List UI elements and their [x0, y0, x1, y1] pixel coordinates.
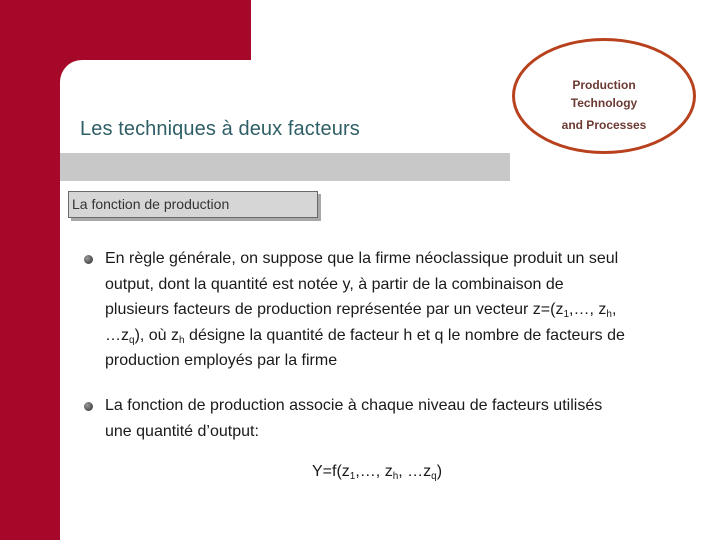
subheading-box: [68, 191, 318, 218]
bullet-icon: [84, 402, 93, 411]
text-run: ,…, z: [355, 463, 393, 480]
subscript: q: [129, 334, 135, 346]
logo-line-2: Technology: [570, 96, 638, 110]
subscript: h: [606, 309, 612, 320]
paragraph-line: [105, 297, 705, 323]
paragraph-line: [105, 323, 705, 349]
subheading: La fonction de production: [72, 196, 230, 212]
paragraph-line: En règle générale, on suppose que la firme néoclassique produit un seul: [105, 250, 619, 267]
subscript: h: [392, 471, 399, 482]
subscript: 1: [563, 309, 570, 320]
paragraph-line: output, dont la quantité est notée y, à partir de la combinaison de: [105, 275, 564, 293]
logo-line-1: Production: [572, 78, 636, 92]
bullet-paragraph-2: [105, 393, 705, 444]
text-run: plusieurs facteurs de production représentée par un vecteur z=(z: [105, 301, 564, 318]
bullet-paragraph-1: [105, 246, 705, 374]
text-run: ,: [611, 301, 617, 318]
paragraph-line: une quantité d’output:: [105, 422, 259, 440]
production-logo: [512, 38, 696, 154]
text-run: ): [436, 463, 443, 480]
bullet-icon: [84, 255, 93, 264]
text-run: désigne la quantité de facteur h et q le nombre de facteurs de: [184, 326, 625, 344]
text-run: ,…, z: [569, 301, 607, 318]
text-run: Y=f(z: [312, 463, 350, 480]
subscript: 1: [349, 471, 356, 482]
subscript: h: [179, 334, 185, 346]
slide-title: Les techniques à deux facteurs: [80, 118, 360, 140]
subscript: q: [431, 471, 437, 482]
text-run: , …z: [398, 463, 432, 480]
paragraph-line: production employés par la firme: [105, 352, 338, 369]
title-underline-bar: [60, 153, 510, 181]
paragraph-line: La fonction de production associe à chaque niveau de facteurs utilisés: [105, 397, 603, 414]
logo-line-3: and Processes: [561, 118, 647, 132]
production-function-formula: [312, 463, 442, 481]
text-run: …z: [105, 326, 129, 344]
text-run: ), où z: [134, 326, 180, 344]
